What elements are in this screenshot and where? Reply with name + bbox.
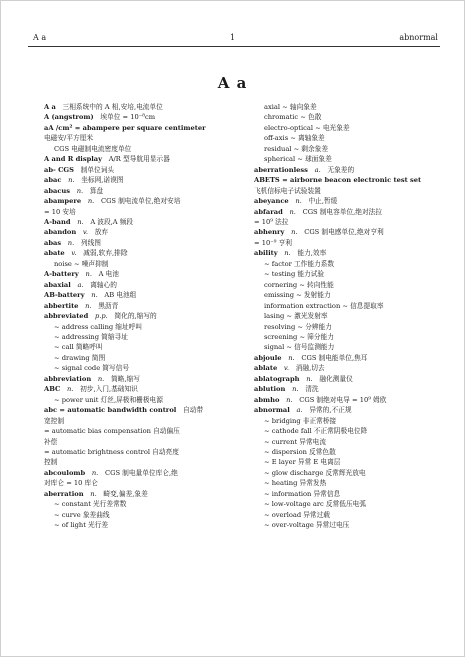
running-header: [28, 32, 440, 47]
dictionary-entry: [44, 384, 242, 394]
definition: 异常的,不正规: [309, 406, 352, 415]
sub-entry: ~ information 异常信息: [264, 489, 341, 498]
dictionary-entry: [44, 405, 242, 415]
part-of-speech: n.: [284, 249, 291, 258]
sub-entry: ~ bridging 非正常桥接: [264, 416, 337, 425]
headword: abandon: [44, 228, 77, 237]
definition: 能力,效率: [297, 249, 327, 258]
part-of-speech: n.: [306, 374, 313, 383]
headword: aA /cm² = abampere per square centimeter: [44, 123, 206, 132]
headword: A-battery: [44, 270, 79, 279]
dictionary-entry: [44, 165, 242, 175]
sub-entry: ~ over-voltage 异常过电压: [264, 521, 350, 530]
entry-continuation: = 10⁹ 法拉: [254, 217, 289, 226]
definition: CGS 制电量单位库仑,绝: [104, 468, 178, 477]
part-of-speech: n.: [66, 385, 74, 394]
definition: 算盘: [89, 186, 104, 195]
headword: abhenry: [254, 228, 285, 237]
part-of-speech: n.: [292, 385, 299, 394]
definition: CGS 制电能单位,焦耳: [301, 353, 368, 362]
dictionary-entry: [44, 186, 242, 196]
part-of-speech: a.: [314, 165, 321, 174]
definition: 简略,缩写: [111, 374, 140, 383]
entry-continuation: = automatic brightness control 自动亮度: [44, 447, 179, 456]
part-of-speech: n.: [68, 176, 75, 185]
definition: 放弃: [94, 228, 109, 237]
headword: abmho: [254, 395, 280, 404]
sub-entry: ~ power unit 灯丝,屏极和栅极电源: [54, 395, 163, 404]
dictionary-entry: [254, 374, 452, 384]
dictionary-entry: [44, 112, 242, 122]
headword: abac: [44, 176, 62, 185]
dictionary-entry: [254, 175, 452, 185]
headword: A a: [44, 103, 56, 111]
dictionary-entry: [44, 238, 242, 248]
dictionary-entry: [254, 405, 452, 415]
headword: abas: [44, 238, 62, 247]
dictionary-entry: [44, 196, 242, 206]
definition: A/R 型导航用显示器: [108, 155, 170, 164]
sub-entry: ~ E layer 异常 E 电离层: [264, 458, 341, 467]
headword: abfarad: [254, 207, 283, 216]
headword: abjoule: [254, 353, 282, 362]
definition: CGS 制电感单位,绝对亨利: [304, 228, 384, 237]
part-of-speech: n.: [85, 301, 92, 310]
headword: A (angstrom): [44, 113, 94, 122]
dictionary-entry: [254, 363, 452, 373]
definition: 融化测量仪: [319, 374, 353, 383]
headword: abbreviated: [44, 312, 89, 321]
definition: 离轴心的: [90, 280, 117, 289]
part-of-speech: n.: [91, 468, 99, 477]
sub-entry: axial ~ 轴向象差: [264, 103, 317, 111]
sub-entry: off-axis ~ 离轴象差: [264, 134, 325, 143]
dictionary-entry: [44, 248, 242, 258]
headword: ablatograph: [254, 374, 300, 383]
sub-entry: electro-optical ~ 电光象差: [264, 123, 350, 132]
headword: abampere: [44, 197, 82, 206]
definition: CGS 制绝对电导 = 10⁹ 姆欧: [299, 395, 387, 404]
dictionary-entry: [254, 207, 452, 217]
part-of-speech: n.: [288, 353, 295, 362]
part-of-speech: n.: [291, 228, 298, 237]
part-of-speech: n.: [87, 197, 95, 206]
dictionary-entry: [44, 123, 242, 133]
entry-continuation: 宽控制: [44, 416, 65, 425]
headword: ab- CGS: [44, 165, 74, 174]
definition: 列线图: [80, 238, 101, 247]
part-of-speech: a.: [296, 406, 303, 415]
entry-continuation: = 10⁻⁹ 亨利: [254, 238, 292, 247]
dictionary-entry: [44, 102, 242, 112]
headword: abeyance: [254, 197, 289, 206]
dictionary-entry: [44, 154, 242, 164]
entry-continuation: 飞机信标电子试验装置: [254, 186, 321, 195]
dictionary-entry: [254, 353, 452, 363]
definition: 埃单位 = 10⁻⁸cm: [100, 113, 156, 122]
headword: A and R display: [44, 155, 103, 164]
headword: abnormal: [254, 406, 290, 415]
dictionary-entry: [44, 301, 242, 311]
sub-entry: ~ factor 工作能力系数: [264, 259, 335, 268]
dictionary-entry: [44, 290, 242, 300]
sub-entry: CGS 电磁制电流密度单位: [54, 144, 132, 153]
entry-continuation: = 10 安培: [44, 207, 76, 216]
entry-continuation: 控制: [44, 458, 58, 467]
part-of-speech: a.: [77, 280, 84, 289]
headword: ablate: [254, 364, 278, 373]
headword: aberration: [44, 489, 84, 498]
sub-entry: ~ addressing 简缩寻址: [54, 332, 128, 341]
definition: 制单位词头: [80, 165, 115, 174]
dictionary-entry: [254, 384, 452, 394]
header-right-guideword: abnormal: [399, 33, 438, 42]
headword: abcoulomb: [44, 468, 86, 477]
dictionary-entry: [44, 489, 242, 499]
sub-entry: ~ current 异常电流: [264, 437, 327, 446]
sub-entry: ~ cathode fall 不正常阴极电位降: [264, 427, 368, 436]
sub-entry: ~ drawing 简图: [54, 353, 106, 362]
headword: abacus: [44, 186, 71, 195]
sub-entry: ~ glow discharge 反常辉光放电: [264, 468, 366, 477]
definition: 消融,切去: [295, 364, 325, 373]
right-column: [254, 102, 452, 531]
part-of-speech: n.: [289, 207, 296, 216]
sub-entry: ~ testing 能力试验: [264, 270, 325, 279]
headword: abbertite: [44, 301, 79, 310]
dictionary-entry: [44, 227, 242, 237]
sub-entry: emissing ~ 发射能力: [264, 291, 331, 300]
definition: 初步,入门,基础知识: [80, 385, 138, 394]
headword: ABETS = airborne beacon electronic test set: [254, 176, 422, 185]
entry-continuation: = automatic bias compensation 自动偏压: [44, 427, 180, 436]
definition: 减弱,软弃,排除: [83, 249, 128, 258]
dictionary-entry: [254, 248, 452, 258]
sub-entry: cornering ~ 转向性能: [264, 280, 334, 289]
headword: abc = automatic bandwidth control: [44, 406, 177, 415]
dictionary-entry: [254, 395, 452, 405]
dictionary-entry: [44, 468, 242, 478]
left-column: [44, 102, 242, 531]
definition: 坐标网,诺谟图: [81, 176, 124, 185]
sub-entry: ~ constant 光行差常数: [54, 500, 127, 509]
definition: A 波段,A 频段: [90, 217, 134, 226]
entry-continuation: 补偿: [44, 437, 58, 446]
part-of-speech: n.: [286, 395, 293, 404]
sub-entry: spherical ~ 球面象差: [264, 155, 332, 164]
definition: 黑沥青: [98, 301, 119, 310]
definition: 畸变,偏差,象差: [103, 489, 148, 498]
definition: 无象差的: [327, 165, 355, 174]
dictionary-entry: [44, 311, 242, 321]
headword: A-band: [44, 217, 71, 226]
sub-entry: ~ dispersion 反常色散: [264, 447, 336, 456]
definition: AB 电池组: [104, 291, 137, 300]
sub-entry: lasing ~ 激光发射率: [264, 312, 328, 321]
part-of-speech: n.: [91, 291, 98, 300]
part-of-speech: v.: [283, 364, 290, 373]
part-of-speech: n.: [76, 186, 84, 195]
dictionary-entry: [44, 217, 242, 227]
headword: abbreviation: [44, 374, 92, 383]
part-of-speech: v.: [71, 249, 77, 258]
sub-entry: ~ heating 异常发热: [264, 479, 327, 488]
headword: ability: [254, 249, 278, 258]
sub-entry: ~ low-voltage arc 反常低压电弧: [264, 500, 367, 509]
sub-entry: information extraction ~ 信息提取率: [264, 301, 384, 310]
sub-entry: ~ of light 光行差: [54, 521, 109, 530]
section-title: A a: [217, 74, 248, 92]
headword: AB-battery: [44, 291, 85, 300]
sub-entry: noise ~ 噪声抑制: [54, 259, 109, 268]
headword: ABC: [44, 385, 61, 394]
definition: 三相系统中的 A 相,安培,电流单位: [62, 103, 163, 111]
dictionary-entry: [44, 280, 242, 290]
entry-continuation: 电磁安/平方厘米: [44, 134, 94, 143]
definition: A 电池: [98, 270, 119, 279]
page-number: 1: [230, 33, 236, 42]
sub-entry: residual ~ 剩余象差: [264, 144, 329, 153]
sub-entry: signal ~ 信号监测能力: [264, 343, 335, 352]
sub-entry: ~ curve 象差曲线: [54, 510, 110, 519]
sub-entry: ~ overload 异常过载: [264, 510, 330, 519]
definition: 自动带: [183, 406, 204, 415]
part-of-speech: p.p.: [94, 312, 108, 321]
part-of-speech: n.: [90, 489, 97, 498]
part-of-speech: n.: [67, 238, 75, 247]
sub-entry: ~ address calling 缩址呼叫: [54, 322, 143, 331]
definition: CGS 制电容单位,绝对法拉: [302, 207, 383, 216]
dictionary-entry: [254, 227, 452, 237]
part-of-speech: n.: [97, 374, 105, 383]
dictionary-entry: [44, 175, 242, 185]
definition: 中止,暂缓: [308, 197, 338, 206]
sub-entry: screening ~ 筛分能力: [264, 332, 334, 341]
part-of-speech: n.: [77, 217, 84, 226]
dictionary-entry: [254, 165, 452, 175]
dictionary-entry: [44, 374, 242, 384]
headword: abaxial: [44, 280, 71, 289]
dictionary-entry: [254, 196, 452, 206]
sub-entry: ~ signal code 简写信号: [54, 364, 130, 373]
header-left-guideword: A a: [33, 33, 47, 42]
headword: abate: [44, 249, 65, 258]
part-of-speech: n.: [85, 270, 92, 279]
headword: ablution: [254, 385, 286, 394]
sub-entry: chromatic ~ 色散: [264, 113, 322, 122]
part-of-speech: n.: [295, 197, 302, 206]
sub-entry: resolving ~ 分辨能力: [264, 322, 332, 331]
definition: 清洗: [305, 385, 319, 394]
sub-entry: ~ call 简略呼叫: [54, 343, 103, 352]
part-of-speech: v.: [82, 228, 89, 237]
definition: 简化的,缩写的: [114, 312, 157, 321]
entry-continuation: 对库仑 = 10 库仑: [44, 479, 98, 488]
definition: CGS 制电流单位,绝对安培: [100, 197, 181, 206]
headword: aberrationless: [254, 165, 308, 174]
dictionary-entry: [44, 269, 242, 279]
